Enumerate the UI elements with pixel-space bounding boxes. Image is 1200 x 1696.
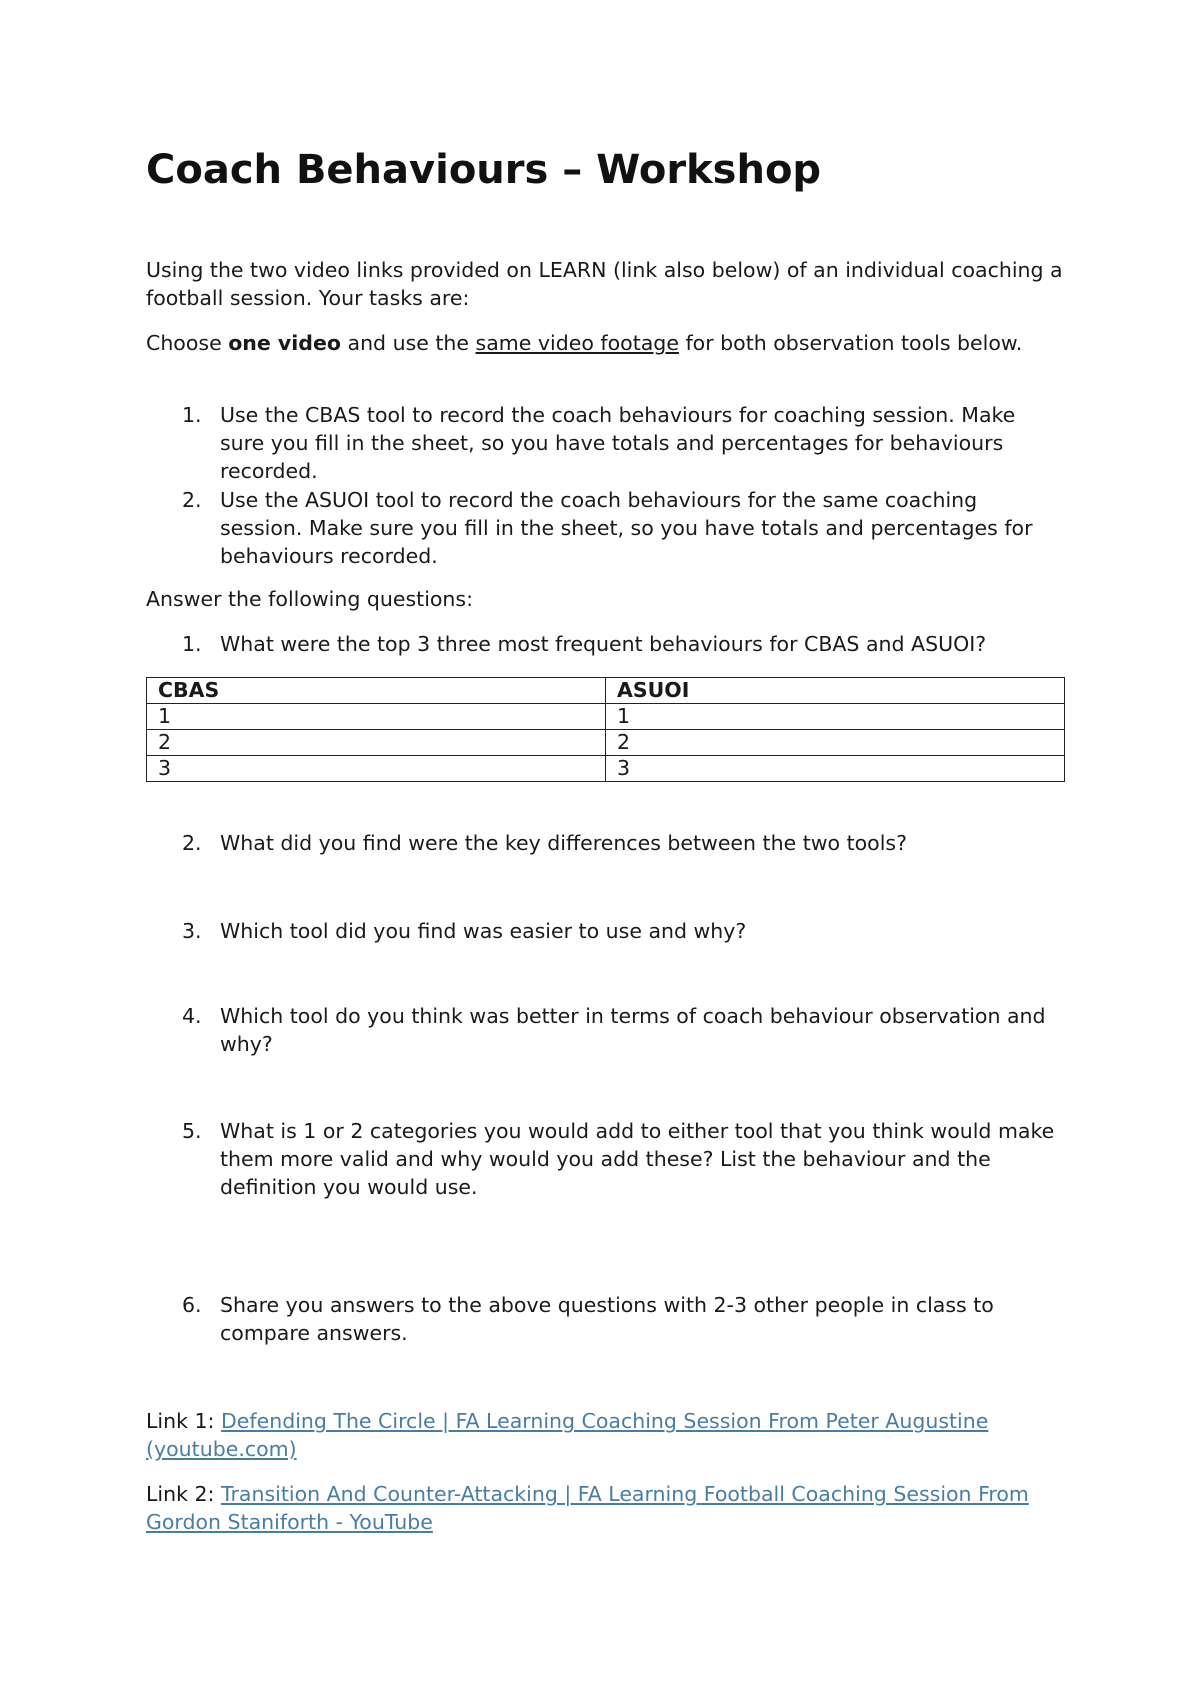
question-text: Which tool do you think was better in terms of coach behaviour observation and why?	[220, 1004, 1046, 1056]
question-text: Which tool did you find was easier to use and why?	[220, 919, 747, 943]
link-2-label: Link 2:	[146, 1482, 221, 1506]
table-header-cbas: CBAS	[147, 678, 606, 704]
table-row	[147, 756, 1065, 782]
question-text: What did you find were the key differences between the two tools?	[220, 831, 907, 855]
table-cell[interactable]: 1	[147, 704, 606, 730]
table-header-asuoi: ASUOI	[606, 678, 1065, 704]
table-row	[147, 730, 1065, 756]
link-1-paragraph	[146, 1407, 1066, 1463]
table-cell[interactable]: 2	[147, 730, 606, 756]
choose-paragraph	[146, 329, 1066, 357]
question-number: 6.	[182, 1293, 202, 1317]
task-text: Use the ASUOI tool to record the coach behaviours for the same coaching session. Make sure you fill in the sheet, so you have totals and percentages for behaviours recorded.	[220, 488, 1033, 568]
question-number: 2.	[182, 831, 202, 855]
link-2-paragraph	[146, 1480, 1066, 1536]
question-number: 5.	[182, 1119, 202, 1143]
table-header-row	[147, 678, 1065, 704]
question-text: What is 1 or 2 categories you would add to either tool that you think would make them more valid and why would you add these? List the behaviour and the definition you would use.	[220, 1119, 1055, 1199]
link-1[interactable]: Defending The Circle | FA Learning Coaching Session From Peter Augustine (youtube.com)	[146, 1409, 989, 1461]
table-cell[interactable]: 2	[606, 730, 1065, 756]
question-text: What were the top 3 three most frequent behaviours for CBAS and ASUOI?	[220, 632, 987, 656]
choose-bold: one video	[228, 331, 341, 355]
question-text: Share you answers to the above questions with 2-3 other people in class to compare answers.	[220, 1293, 994, 1345]
question-number: 1.	[182, 632, 202, 656]
choose-underline: same video footage	[475, 331, 679, 355]
choose-middle: and use the	[340, 331, 476, 355]
question-number: 4.	[182, 1004, 202, 1028]
page-title: Coach Behaviours – Workshop	[146, 147, 822, 193]
intro-paragraph: Using the two video links provided on LEARN (link also below) of an individual coaching a football session. Your tasks are:	[146, 258, 1063, 310]
table-cell[interactable]: 3	[147, 756, 606, 782]
task-text: Use the CBAS tool to record the coach behaviours for coaching session. Make sure you fill in the sheet, so you have totals and percentages for behaviours recorded.	[220, 403, 1016, 483]
link-2[interactable]: Transition And Counter-Attacking | FA Learning Football Coaching Session From Gordon Staniforth - YouTube	[146, 1482, 1029, 1534]
answers-table	[146, 677, 1065, 782]
link-1-label: Link 1:	[146, 1409, 221, 1433]
table-row	[147, 704, 1065, 730]
task-number: 1.	[182, 403, 202, 427]
task-number: 2.	[182, 488, 202, 512]
choose-suffix: for both observation tools below.	[678, 331, 1023, 355]
question-number: 3.	[182, 919, 202, 943]
choose-prefix: Choose	[146, 331, 229, 355]
table-cell[interactable]: 1	[606, 704, 1065, 730]
table-cell[interactable]: 3	[606, 756, 1065, 782]
answer-heading: Answer the following questions:	[146, 587, 474, 611]
